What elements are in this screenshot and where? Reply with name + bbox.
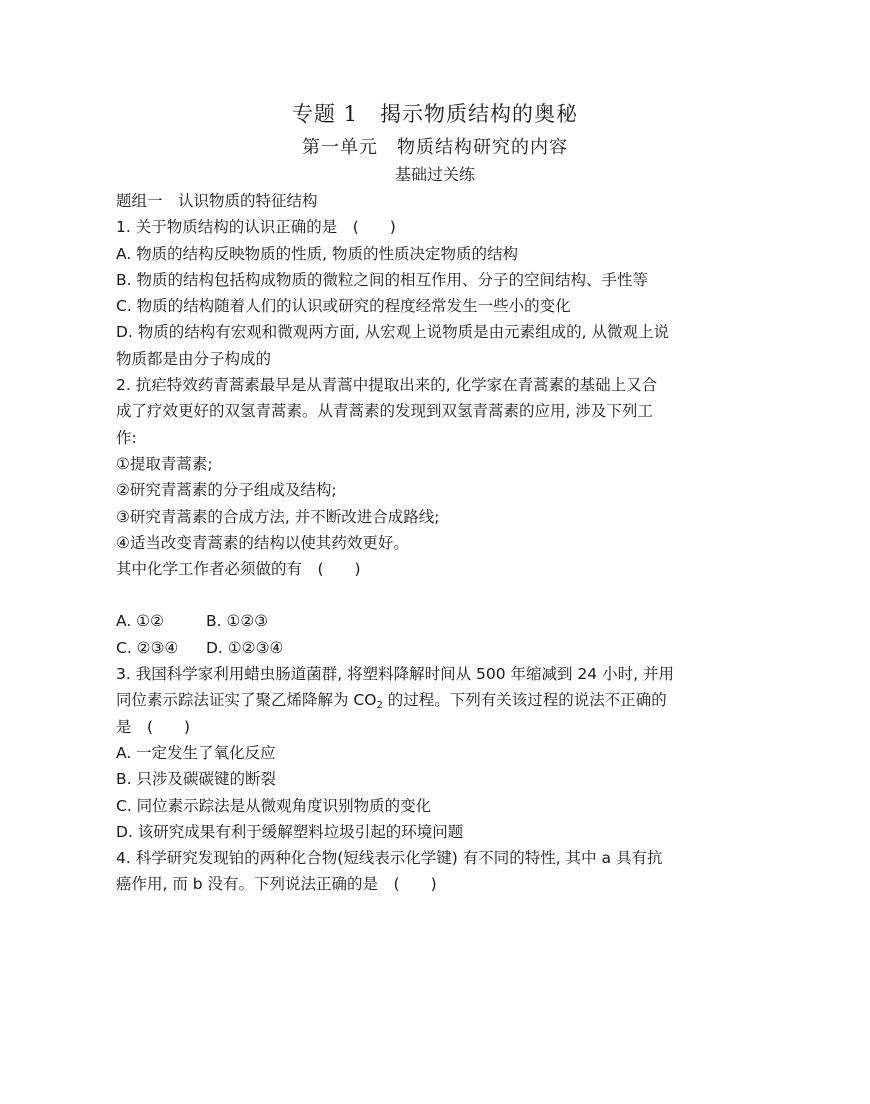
q2-options-row-1 — [116, 608, 766, 634]
chapter-title: 专题 1 揭示物质结构的奥秘 — [291, 102, 579, 126]
q1-option-b: B. 物质的结构包括构成物质的微粒之间的相互作用、分子的空间结构、手性等 — [116, 270, 648, 289]
q2-option-d: D. ①②③④ — [206, 638, 284, 657]
q3-stem-line3: 是 ( ) — [116, 717, 191, 736]
question-body — [116, 188, 766, 898]
q3-stem-line2-pre: 同位素示踪法证实了聚乙烯降解为 CO — [116, 691, 377, 710]
spacer — [116, 582, 766, 608]
q2-item-4: ④适当改变青蒿素的结构以使其药效更好。 — [116, 533, 409, 552]
q2-options-row-2 — [116, 635, 766, 661]
q2-option-a: A. ①② — [116, 612, 164, 631]
q3-stem-line1: 3. 我国科学家利用蜡虫肠道菌群, 将塑料降解时间从 500 年缩减到 24 小时, 并用 — [116, 665, 674, 684]
q1-option-d-line2: 物质都是由分子构成的 — [116, 349, 272, 368]
q4-stem-line2: 癌作用, 而 b 没有。下列说法正确的是 ( ) — [116, 875, 437, 894]
q2-question: 其中化学工作者必须做的有 ( ) — [116, 560, 361, 579]
q2-stem-line1: 2. 抗疟特效药青蒿素最早是从青蒿中提取出来的, 化学家在青蒿素的基础上又合 — [116, 376, 658, 395]
q3-option-b: B. 只涉及碳碳键的断裂 — [116, 770, 276, 789]
q2-item-2: ②研究青蒿素的分子组成及结构; — [116, 481, 337, 500]
unit-title: 第一单元 物质结构研究的内容 — [302, 137, 568, 158]
co2-subscript: 2 — [376, 700, 383, 712]
q2-stem-line3: 作: — [116, 428, 137, 447]
q3-option-d: D. 该研究成果有利于缓解塑料垃圾引起的环境问题 — [116, 822, 464, 841]
q3-option-c: C. 同位素示踪法是从微观角度识别物质的变化 — [116, 796, 432, 815]
q1-option-c: C. 物质的结构随着人们的认识或研究的程度经常发生一些小的变化 — [116, 297, 571, 316]
q3-option-a: A. 一定发生了氧化反应 — [116, 743, 276, 762]
q2-option-c: C. ②③④ — [116, 638, 179, 657]
q1-option-a: A. 物质的结构反映物质的性质, 物质的性质决定物质的结构 — [116, 244, 519, 263]
q3-stem-line2 — [116, 687, 766, 713]
q2-stem-line2: 成了疗效更好的双氢青蒿素。从青蒿素的发现到双氢青蒿素的应用, 涉及下列工 — [116, 402, 653, 421]
q1-option-d-line1: D. 物质的结构有宏观和微观两方面, 从宏观上说物质是由元素组成的, 从微观上说 — [116, 323, 669, 342]
q2-item-1: ①提取青蒿素; — [116, 454, 213, 473]
q1-stem: 1. 关于物质结构的认识正确的是 ( ) — [116, 218, 396, 237]
q2-option-b: B. ①②③ — [206, 612, 269, 631]
section-title: 基础过关练 — [394, 165, 475, 184]
q2-item-3: ③研究青蒿素的合成方法, 并不断改进合成路线; — [116, 507, 440, 526]
q4-stem-line1: 4. 科学研究发现铂的两种化合物(短线表示化学键) 有不同的特性, 其中 a 具有抗 — [116, 849, 663, 868]
group-title: 题组一 认识物质的特征结构 — [116, 192, 318, 210]
q3-stem-line2-post: 的过程。下列有关该过程的说法不正确的 — [382, 691, 667, 710]
